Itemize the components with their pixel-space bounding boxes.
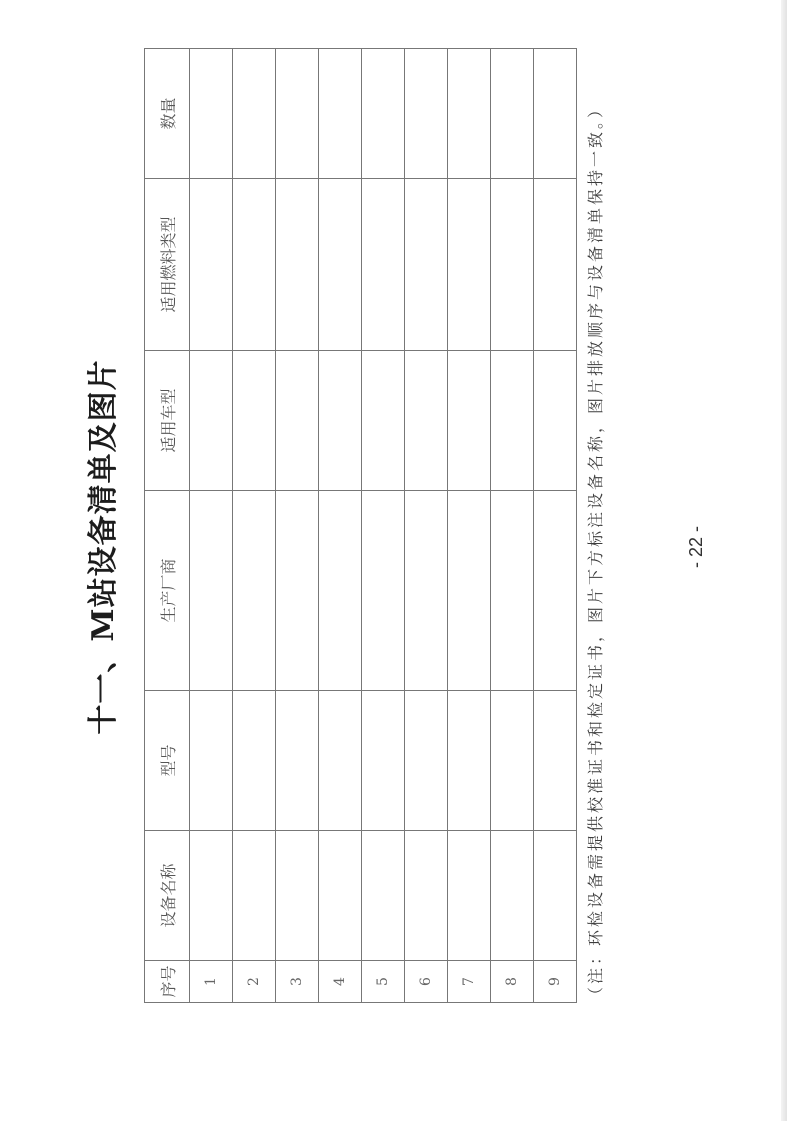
table-cell bbox=[319, 831, 362, 961]
table-cell bbox=[190, 491, 233, 691]
table-row bbox=[448, 49, 491, 1003]
table-cell bbox=[233, 179, 276, 351]
table-cell bbox=[491, 691, 534, 831]
table-cell bbox=[276, 351, 319, 491]
table-cell bbox=[319, 351, 362, 491]
table-row bbox=[362, 49, 405, 1003]
table-row bbox=[233, 49, 276, 1003]
table-cell bbox=[491, 491, 534, 691]
table-cell bbox=[448, 691, 491, 831]
header-fuel-type: 适用燃料类型 bbox=[145, 179, 190, 351]
table-cell bbox=[233, 351, 276, 491]
table-cell bbox=[276, 179, 319, 351]
table-cell bbox=[405, 691, 448, 831]
row-index-cell: 9 bbox=[534, 961, 577, 1003]
table-cell bbox=[448, 49, 491, 179]
header-model: 型号 bbox=[145, 691, 190, 831]
table-cell bbox=[448, 831, 491, 961]
row-index-cell: 7 bbox=[448, 961, 491, 1003]
table-row bbox=[405, 49, 448, 1003]
table-cell bbox=[190, 831, 233, 961]
table-cell bbox=[405, 491, 448, 691]
table-cell bbox=[405, 351, 448, 491]
table-row bbox=[276, 49, 319, 1003]
table-cell bbox=[405, 179, 448, 351]
page-number: - 22 - bbox=[686, 526, 706, 569]
table-cell bbox=[362, 831, 405, 961]
table-cell bbox=[534, 831, 577, 961]
header-quantity: 数量 bbox=[145, 49, 190, 179]
row-index-cell: 3 bbox=[276, 961, 319, 1003]
table-cell bbox=[405, 49, 448, 179]
row-index-cell: 6 bbox=[405, 961, 448, 1003]
table-cell bbox=[491, 179, 534, 351]
table-note: （注：环检设备需提供校准证书和检定证书，图片下方标注设备名称，图片排放顺序与设备清单保持一致。） bbox=[586, 98, 605, 1003]
table-cell bbox=[319, 491, 362, 691]
table-cell bbox=[534, 351, 577, 491]
table-cell bbox=[448, 491, 491, 691]
table-cell bbox=[534, 179, 577, 351]
row-index-cell: 2 bbox=[233, 961, 276, 1003]
header-manufacturer: 生产厂商 bbox=[145, 491, 190, 691]
row-index-cell: 5 bbox=[362, 961, 405, 1003]
table-cell bbox=[276, 49, 319, 179]
table-cell bbox=[491, 831, 534, 961]
row-index-cell: 4 bbox=[319, 961, 362, 1003]
table-cell bbox=[448, 351, 491, 491]
table-cell bbox=[276, 691, 319, 831]
table-row bbox=[190, 49, 233, 1003]
table-cell bbox=[491, 351, 534, 491]
table-row bbox=[534, 49, 577, 1003]
row-index-cell: 1 bbox=[190, 961, 233, 1003]
table-cell bbox=[319, 179, 362, 351]
page-edge bbox=[781, 0, 787, 1121]
table-cell bbox=[362, 179, 405, 351]
equipment-table bbox=[144, 48, 577, 1003]
table-cell bbox=[276, 831, 319, 961]
table-cell bbox=[362, 691, 405, 831]
table-cell bbox=[233, 691, 276, 831]
table-cell bbox=[190, 179, 233, 351]
table-row bbox=[491, 49, 534, 1003]
table-cell bbox=[534, 49, 577, 179]
table-cell bbox=[362, 49, 405, 179]
table-cell bbox=[233, 491, 276, 691]
table-cell bbox=[190, 691, 233, 831]
header-equipment-name: 设备名称 bbox=[145, 831, 190, 961]
page-title: 十一、M站设备清单及图片 bbox=[86, 359, 121, 735]
table-cell bbox=[233, 831, 276, 961]
table-cell bbox=[362, 351, 405, 491]
table-cell bbox=[448, 179, 491, 351]
table-row bbox=[319, 49, 362, 1003]
table-cell bbox=[405, 831, 448, 961]
table-cell bbox=[319, 691, 362, 831]
table-cell bbox=[491, 49, 534, 179]
header-vehicle-type: 适用车型 bbox=[145, 351, 190, 491]
table-cell bbox=[362, 491, 405, 691]
table-cell bbox=[190, 49, 233, 179]
table-cell bbox=[190, 351, 233, 491]
table-cell bbox=[276, 491, 319, 691]
table-cell bbox=[534, 491, 577, 691]
rotated-page-content bbox=[78, 44, 718, 1050]
table-cell bbox=[319, 49, 362, 179]
table-cell bbox=[534, 691, 577, 831]
header-index: 序号 bbox=[145, 961, 190, 1003]
table-cell bbox=[233, 49, 276, 179]
table-header-row bbox=[145, 49, 190, 1003]
row-index-cell: 8 bbox=[491, 961, 534, 1003]
